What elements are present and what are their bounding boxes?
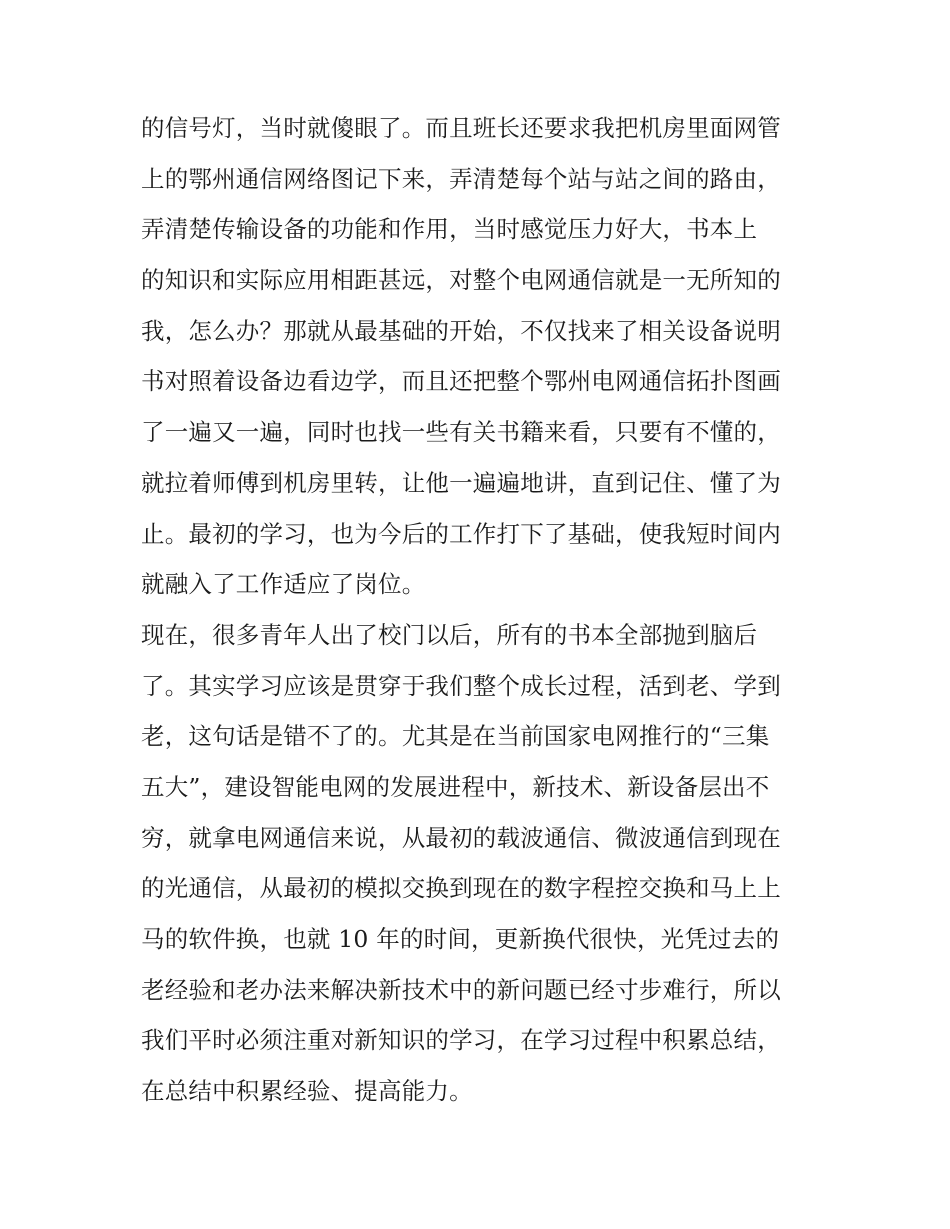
- text-line: 我，怎么办？那就从最基础的开始，不仅找来了相关设备说明: [141, 316, 781, 345]
- text-line: 的知识和实际应用相距甚远，对整个电网通信就是一无所知的: [141, 266, 781, 295]
- text-line: 就融入了工作适应了岗位。: [141, 570, 426, 599]
- text-line: 穷，就拿电网通信来说，从最初的载波通信、微波通信到现在: [141, 823, 781, 852]
- text-line: 就拉着师傅到机房里转，让他一遍遍地讲，直到记住、懂了为: [141, 468, 781, 497]
- text-line: 我们平时必须注重对新知识的学习，在学习过程中积累总结，: [141, 1026, 781, 1055]
- text-line: 马的软件换，也就 10 年的时间，更新换代很快，光凭过去的: [141, 925, 780, 953]
- paragraph-1: [141, 103, 821, 610]
- text-line: 了。其实学习应该是贯穿于我们整个成长过程，活到老、学到: [141, 671, 781, 700]
- text-line: 弄清楚传输设备的功能和作用，当时感觉压力好大，书本上: [141, 215, 758, 244]
- text-line: 的信号灯，当时就傻眼了。而且班长还要求我把机房里面网管: [141, 114, 781, 142]
- text-line: 老，这句话是错不了的。尤其是在当前国家电网推行的“三集: [141, 722, 770, 751]
- text-line: 在总结中积累经验、提高能力。: [141, 1077, 473, 1106]
- paragraph-2: [141, 610, 821, 1117]
- text-line: 止。最初的学习，也为今后的工作打下了基础，使我短时间内: [141, 519, 781, 548]
- text-line: 的光通信，从最初的模拟交换到现在的数字程控交换和马上上: [141, 874, 781, 903]
- text-line: 老经验和老办法来解决新技术中的新问题已经寸步难行，所以: [141, 975, 781, 1004]
- text-line: 现在，很多青年人出了校门以后，所有的书本全部抛到脑后: [141, 620, 758, 649]
- text-line: 五大”，建设智能电网的发展进程中，新技术、新设备层出不: [141, 772, 770, 801]
- text-line: 上的鄂州通信网络图记下来，弄清楚每个站与站之间的路由，: [141, 164, 781, 193]
- text-line: 书对照着设备边看边学，而且还把整个鄂州电网通信拓扑图画: [141, 367, 781, 396]
- body-text: [141, 103, 821, 1117]
- text-line: 了一遍又一遍，同时也找一些有关书籍来看，只要有不懂的，: [141, 418, 781, 447]
